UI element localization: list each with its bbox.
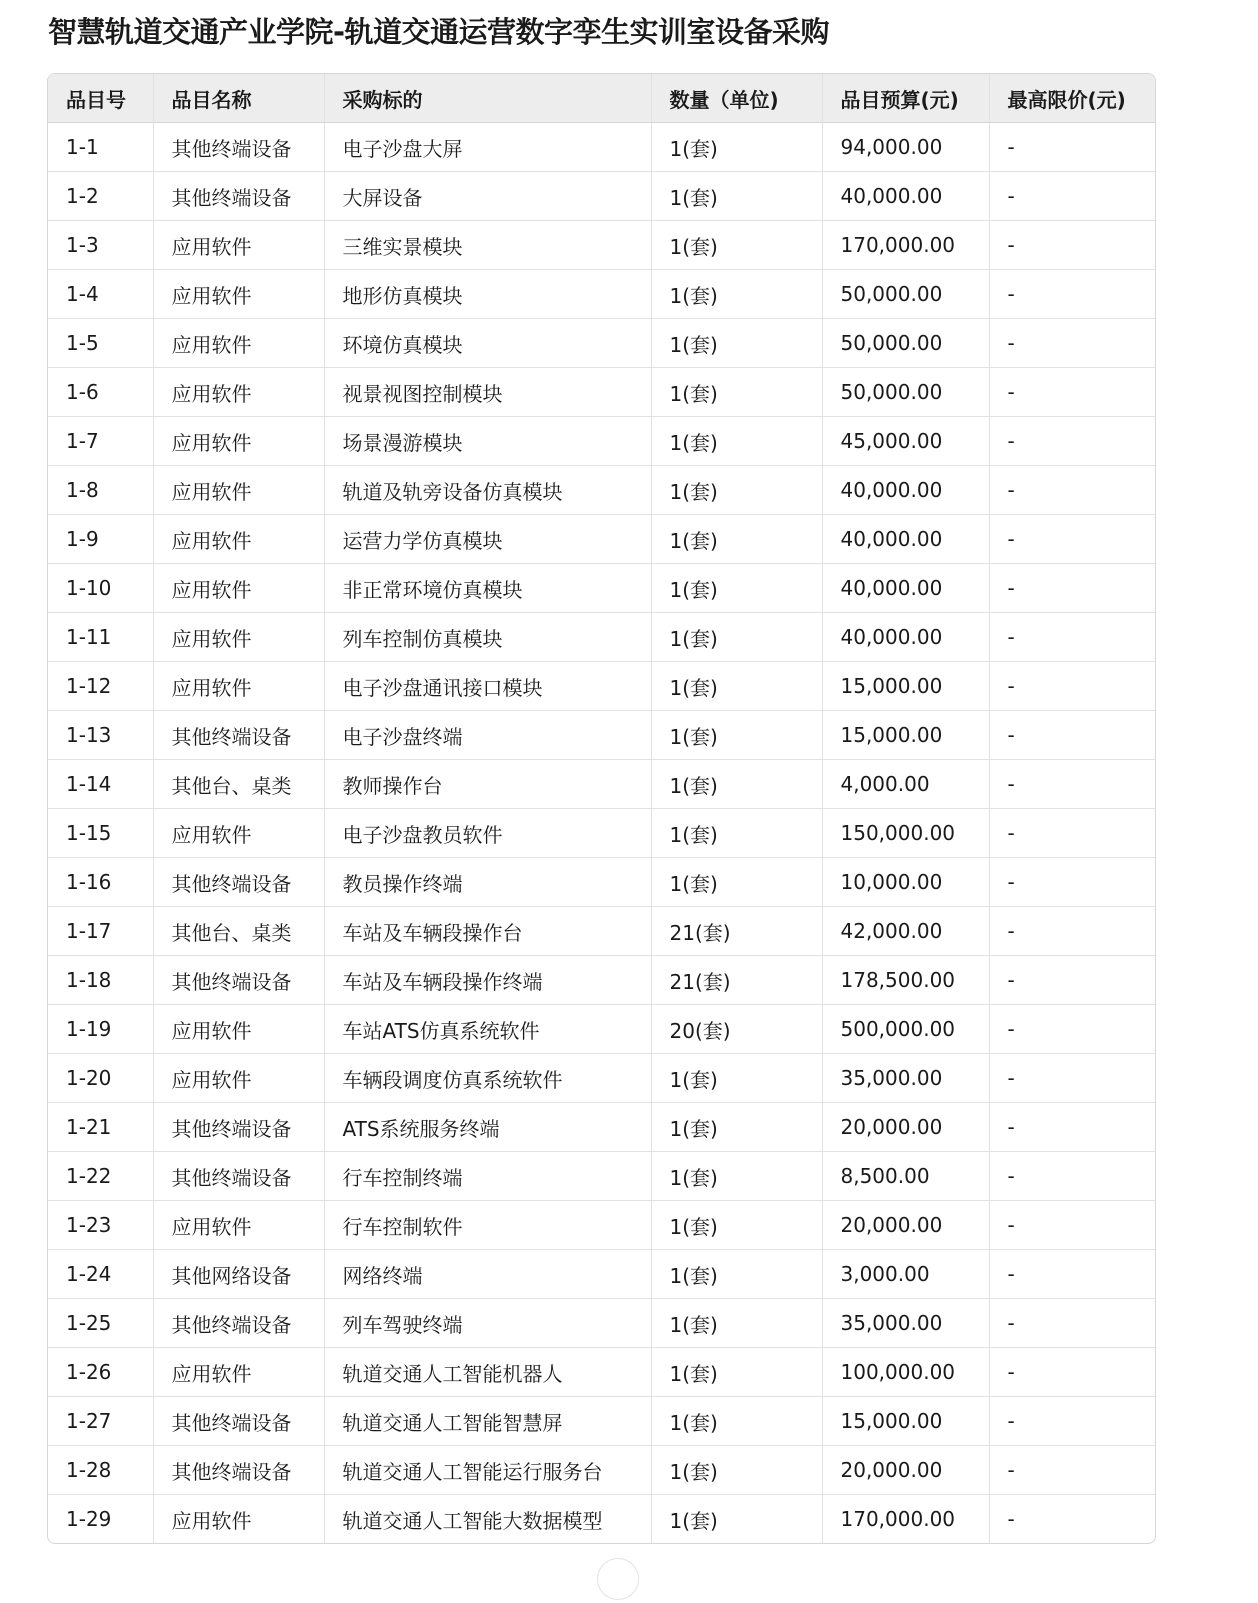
cell-quantity: 1(套): [651, 466, 822, 515]
procurement-table: [47, 73, 1156, 1544]
cell-max-price: -: [989, 760, 1155, 809]
cell-budget: 40,000.00: [822, 564, 989, 613]
table-row: [48, 1348, 1155, 1397]
cell-quantity: 1(套): [651, 711, 822, 760]
cell-item-name: 应用软件: [153, 319, 324, 368]
cell-quantity: 1(套): [651, 1397, 822, 1446]
cell-budget: 500,000.00: [822, 1005, 989, 1054]
cell-item-name: 应用软件: [153, 270, 324, 319]
cell-item-no: 1-27: [48, 1397, 153, 1446]
cell-item-no: 1-13: [48, 711, 153, 760]
cell-item-no: 1-6: [48, 368, 153, 417]
cell-procurement-target: 环境仿真模块: [324, 319, 651, 368]
cell-quantity: 1(套): [651, 221, 822, 270]
cell-item-name: 应用软件: [153, 368, 324, 417]
cell-item-name: 其他终端设备: [153, 1152, 324, 1201]
cell-item-no: 1-25: [48, 1299, 153, 1348]
cell-item-no: 1-26: [48, 1348, 153, 1397]
cell-quantity: 1(套): [651, 368, 822, 417]
cell-budget: 20,000.00: [822, 1103, 989, 1152]
cell-procurement-target: 车辆段调度仿真系统软件: [324, 1054, 651, 1103]
cell-item-no: 1-2: [48, 172, 153, 221]
cell-item-no: 1-15: [48, 809, 153, 858]
header-item-name: 品目名称: [153, 74, 324, 123]
cell-procurement-target: 网络终端: [324, 1250, 651, 1299]
cell-quantity: 21(套): [651, 956, 822, 1005]
cell-procurement-target: 三维实景模块: [324, 221, 651, 270]
cell-item-name: 应用软件: [153, 466, 324, 515]
cell-item-name: 应用软件: [153, 1201, 324, 1250]
cell-item-no: 1-21: [48, 1103, 153, 1152]
cell-max-price: -: [989, 1005, 1155, 1054]
cell-max-price: -: [989, 1250, 1155, 1299]
cell-budget: 150,000.00: [822, 809, 989, 858]
cell-max-price: -: [989, 809, 1155, 858]
cell-procurement-target: 车站及车辆段操作台: [324, 907, 651, 956]
table-row: [48, 1054, 1155, 1103]
table-row: [48, 270, 1155, 319]
cell-budget: 10,000.00: [822, 858, 989, 907]
cell-item-no: 1-24: [48, 1250, 153, 1299]
table-row: [48, 564, 1155, 613]
cell-quantity: 1(套): [651, 1152, 822, 1201]
cell-max-price: -: [989, 466, 1155, 515]
cell-procurement-target: 教员操作终端: [324, 858, 651, 907]
table-row: [48, 123, 1155, 172]
cell-procurement-target: 行车控制软件: [324, 1201, 651, 1250]
cell-max-price: -: [989, 172, 1155, 221]
cell-procurement-target: 大屏设备: [324, 172, 651, 221]
cell-max-price: -: [989, 1103, 1155, 1152]
cell-procurement-target: 车站ATS仿真系统软件: [324, 1005, 651, 1054]
table-row: [48, 662, 1155, 711]
cell-item-name: 应用软件: [153, 1005, 324, 1054]
cell-item-no: 1-22: [48, 1152, 153, 1201]
cell-max-price: -: [989, 270, 1155, 319]
table-row: [48, 1201, 1155, 1250]
cell-budget: 50,000.00: [822, 270, 989, 319]
cell-quantity: 1(套): [651, 270, 822, 319]
cell-quantity: 21(套): [651, 907, 822, 956]
table-row: [48, 221, 1155, 270]
cell-max-price: -: [989, 613, 1155, 662]
cell-item-no: 1-23: [48, 1201, 153, 1250]
cell-item-name: 应用软件: [153, 809, 324, 858]
cell-quantity: 1(套): [651, 1103, 822, 1152]
cell-procurement-target: 电子沙盘教员软件: [324, 809, 651, 858]
cell-item-no: 1-8: [48, 466, 153, 515]
cell-quantity: 1(套): [651, 613, 822, 662]
cell-quantity: 1(套): [651, 858, 822, 907]
table-row: [48, 1299, 1155, 1348]
cell-quantity: 1(套): [651, 1250, 822, 1299]
table-body: [48, 123, 1155, 1544]
cell-item-name: 其他终端设备: [153, 956, 324, 1005]
procurement-table-grid: [48, 74, 1155, 1543]
cell-quantity: 1(套): [651, 1348, 822, 1397]
cell-procurement-target: 轨道及轨旁设备仿真模块: [324, 466, 651, 515]
cell-item-no: 1-9: [48, 515, 153, 564]
cell-budget: 3,000.00: [822, 1250, 989, 1299]
cell-item-no: 1-11: [48, 613, 153, 662]
cell-budget: 35,000.00: [822, 1299, 989, 1348]
cell-budget: 4,000.00: [822, 760, 989, 809]
cell-item-name: 其他终端设备: [153, 1299, 324, 1348]
cell-quantity: 1(套): [651, 662, 822, 711]
header-max-price: 最高限价(元): [989, 74, 1155, 123]
cell-item-no: 1-12: [48, 662, 153, 711]
cell-budget: 170,000.00: [822, 221, 989, 270]
cell-budget: 40,000.00: [822, 613, 989, 662]
cell-item-no: 1-5: [48, 319, 153, 368]
cell-quantity: 1(套): [651, 809, 822, 858]
cell-max-price: -: [989, 1348, 1155, 1397]
cell-budget: 15,000.00: [822, 1397, 989, 1446]
table-row: [48, 907, 1155, 956]
table-header-row: [48, 74, 1155, 123]
cell-budget: 100,000.00: [822, 1348, 989, 1397]
cell-quantity: 1(套): [651, 1299, 822, 1348]
cell-max-price: -: [989, 221, 1155, 270]
table-row: [48, 858, 1155, 907]
cell-item-no: 1-20: [48, 1054, 153, 1103]
cell-item-name: 其他台、桌类: [153, 907, 324, 956]
table-row: [48, 1103, 1155, 1152]
cell-procurement-target: 列车控制仿真模块: [324, 613, 651, 662]
cell-quantity: 20(套): [651, 1005, 822, 1054]
cell-item-name: 应用软件: [153, 564, 324, 613]
cell-item-name: 应用软件: [153, 1495, 324, 1544]
cell-max-price: -: [989, 858, 1155, 907]
cell-item-no: 1-4: [48, 270, 153, 319]
cell-procurement-target: 轨道交通人工智能大数据模型: [324, 1495, 651, 1544]
cell-budget: 50,000.00: [822, 319, 989, 368]
cell-budget: 20,000.00: [822, 1446, 989, 1495]
cell-max-price: -: [989, 319, 1155, 368]
cell-procurement-target: 电子沙盘通讯接口模块: [324, 662, 651, 711]
cell-item-name: 应用软件: [153, 662, 324, 711]
cell-budget: 178,500.00: [822, 956, 989, 1005]
cell-item-name: 应用软件: [153, 1054, 324, 1103]
cell-procurement-target: 电子沙盘终端: [324, 711, 651, 760]
cell-item-no: 1-28: [48, 1446, 153, 1495]
cell-max-price: -: [989, 564, 1155, 613]
table-row: [48, 809, 1155, 858]
table-row: [48, 956, 1155, 1005]
cell-quantity: 1(套): [651, 319, 822, 368]
cell-procurement-target: 非正常环境仿真模块: [324, 564, 651, 613]
cell-max-price: -: [989, 1397, 1155, 1446]
cell-item-no: 1-7: [48, 417, 153, 466]
cell-max-price: -: [989, 1054, 1155, 1103]
cell-item-name: 其他终端设备: [153, 1446, 324, 1495]
cell-item-no: 1-16: [48, 858, 153, 907]
cell-item-no: 1-1: [48, 123, 153, 172]
cell-quantity: 1(套): [651, 1495, 822, 1544]
cell-procurement-target: 行车控制终端: [324, 1152, 651, 1201]
cell-max-price: -: [989, 1299, 1155, 1348]
table-row: [48, 466, 1155, 515]
cell-max-price: -: [989, 711, 1155, 760]
cell-item-no: 1-17: [48, 907, 153, 956]
cell-item-name: 其他终端设备: [153, 1397, 324, 1446]
cell-quantity: 1(套): [651, 172, 822, 221]
cell-budget: 42,000.00: [822, 907, 989, 956]
cell-quantity: 1(套): [651, 123, 822, 172]
header-budget: 品目预算(元): [822, 74, 989, 123]
cell-max-price: -: [989, 1446, 1155, 1495]
cell-budget: 40,000.00: [822, 172, 989, 221]
cell-procurement-target: 地形仿真模块: [324, 270, 651, 319]
header-procurement-target: 采购标的: [324, 74, 651, 123]
table-row: [48, 711, 1155, 760]
cell-max-price: -: [989, 662, 1155, 711]
cell-max-price: -: [989, 123, 1155, 172]
cell-budget: 94,000.00: [822, 123, 989, 172]
table-row: [48, 319, 1155, 368]
cell-procurement-target: 轨道交通人工智能智慧屏: [324, 1397, 651, 1446]
cell-item-name: 其他网络设备: [153, 1250, 324, 1299]
cell-item-no: 1-19: [48, 1005, 153, 1054]
table-row: [48, 613, 1155, 662]
cell-procurement-target: 车站及车辆段操作终端: [324, 956, 651, 1005]
cell-max-price: -: [989, 417, 1155, 466]
cell-item-name: 其他台、桌类: [153, 760, 324, 809]
cell-budget: 170,000.00: [822, 1495, 989, 1544]
cell-max-price: -: [989, 907, 1155, 956]
cell-quantity: 1(套): [651, 1446, 822, 1495]
cell-budget: 50,000.00: [822, 368, 989, 417]
page-title: 智慧轨道交通产业学院-轨道交通运营数字孪生实训室设备采购: [48, 15, 830, 49]
cell-procurement-target: 运营力学仿真模块: [324, 515, 651, 564]
header-quantity: 数量（单位): [651, 74, 822, 123]
cell-item-name: 其他终端设备: [153, 172, 324, 221]
cell-budget: 15,000.00: [822, 711, 989, 760]
cell-procurement-target: ATS系统服务终端: [324, 1103, 651, 1152]
header-item-no: 品目号: [48, 74, 153, 123]
cell-procurement-target: 教师操作台: [324, 760, 651, 809]
cell-item-no: 1-10: [48, 564, 153, 613]
cell-item-no: 1-18: [48, 956, 153, 1005]
cell-quantity: 1(套): [651, 1201, 822, 1250]
table-row: [48, 172, 1155, 221]
cell-max-price: -: [989, 956, 1155, 1005]
cell-item-no: 1-29: [48, 1495, 153, 1544]
table-row: [48, 1397, 1155, 1446]
cell-item-name: 其他终端设备: [153, 123, 324, 172]
cell-budget: 20,000.00: [822, 1201, 989, 1250]
cell-procurement-target: 轨道交通人工智能机器人: [324, 1348, 651, 1397]
cell-procurement-target: 视景视图控制模块: [324, 368, 651, 417]
cell-budget: 15,000.00: [822, 662, 989, 711]
cell-quantity: 1(套): [651, 515, 822, 564]
cell-item-no: 1-3: [48, 221, 153, 270]
cell-item-name: 其他终端设备: [153, 711, 324, 760]
table-row: [48, 1446, 1155, 1495]
cell-item-name: 应用软件: [153, 417, 324, 466]
cell-procurement-target: 电子沙盘大屏: [324, 123, 651, 172]
cell-max-price: -: [989, 1201, 1155, 1250]
cell-item-name: 应用软件: [153, 221, 324, 270]
cell-item-name: 其他终端设备: [153, 1103, 324, 1152]
table-row: [48, 417, 1155, 466]
table-header: [48, 74, 1155, 123]
cell-item-name: 应用软件: [153, 515, 324, 564]
cell-item-name: 应用软件: [153, 613, 324, 662]
cell-quantity: 1(套): [651, 417, 822, 466]
cell-item-name: 应用软件: [153, 1348, 324, 1397]
cell-max-price: -: [1007, 1507, 1015, 1531]
cell-procurement-target: 场景漫游模块: [324, 417, 651, 466]
table-row: [48, 1005, 1155, 1054]
cell-quantity: 1(套): [651, 1054, 822, 1103]
cell-procurement-target: 轨道交通人工智能运行服务台: [324, 1446, 651, 1495]
cell-budget: 8,500.00: [822, 1152, 989, 1201]
cell-max-price: -: [989, 368, 1155, 417]
cell-budget: 35,000.00: [822, 1054, 989, 1103]
table-row: [48, 1250, 1155, 1299]
table-row: [48, 760, 1155, 809]
cell-max-price: -: [989, 1152, 1155, 1201]
table-row: [48, 368, 1155, 417]
cell-max-price: -: [989, 515, 1155, 564]
cell-quantity: 1(套): [651, 760, 822, 809]
scroll-down-button[interactable]: [597, 1558, 639, 1600]
table-row: [48, 515, 1155, 564]
cell-item-no: 1-14: [48, 760, 153, 809]
cell-item-name: 其他终端设备: [153, 858, 324, 907]
cell-budget: 40,000.00: [822, 466, 989, 515]
table-row: [48, 1495, 1155, 1544]
cell-budget: 40,000.00: [822, 515, 989, 564]
cell-procurement-target: 列车驾驶终端: [324, 1299, 651, 1348]
cell-quantity: 1(套): [651, 564, 822, 613]
cell-budget: 45,000.00: [822, 417, 989, 466]
table-row: [48, 1152, 1155, 1201]
